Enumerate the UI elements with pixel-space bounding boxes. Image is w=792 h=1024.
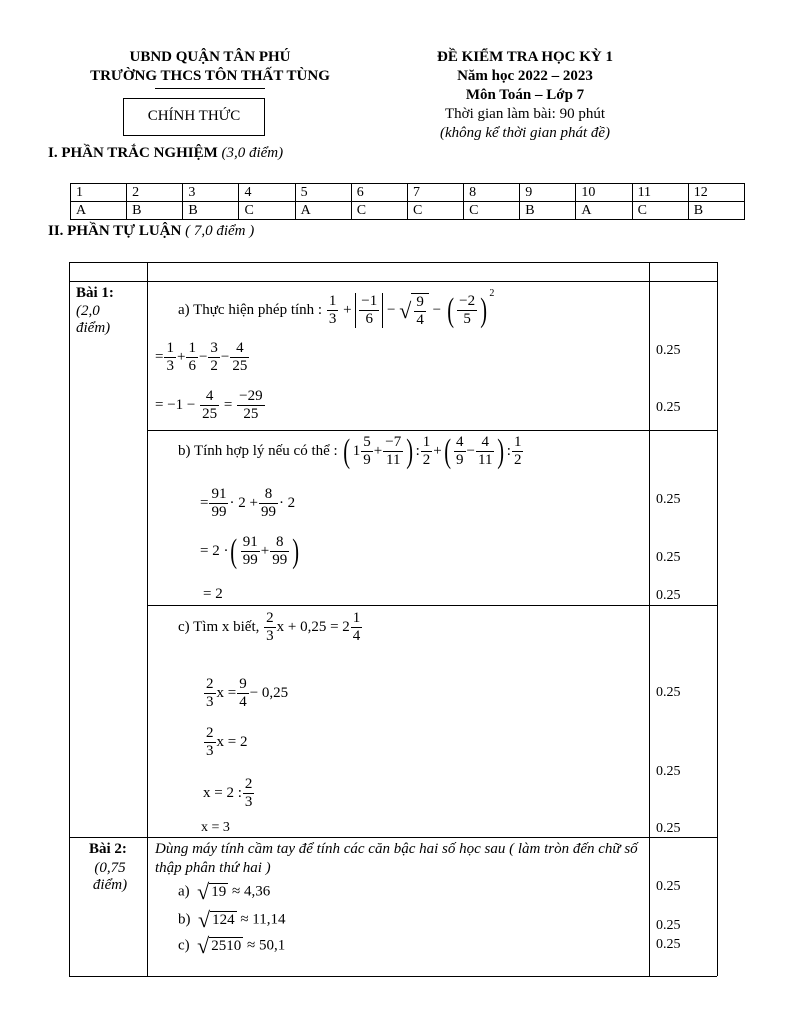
- section2-heading: [48, 223, 254, 240]
- bai1a-problem: a) Thực hiện phép tính : $\frac{1}{3}$ + $\frac{-1}{6}$ − √ $\frac{9}{4}$ − ( $\frac{-2}{5}$ ) $^2$: [178, 288, 495, 329]
- bai2a-label: a): [178, 883, 190, 900]
- answer-number: 5: [295, 184, 351, 202]
- column-line-1: [147, 262, 148, 976]
- table-border-top: [69, 262, 717, 263]
- score: 0.25: [656, 879, 681, 894]
- bai1-points: (2,0 điểm): [76, 303, 111, 336]
- answer-number: 7: [407, 184, 463, 202]
- answer-number: 8: [464, 184, 520, 202]
- exam-duration-note: (không kể thời gian phát đề): [439, 125, 611, 141]
- bai2-label: Bài 2:: [89, 841, 127, 857]
- bai1-label: Bài 1:: [76, 285, 114, 301]
- answer-letter: C: [407, 202, 463, 220]
- exam-title: ĐỀ KIỂM TRA HỌC KỲ 1: [437, 49, 613, 65]
- bai1b-result: = 2: [203, 586, 223, 602]
- bai1c-problem: c) Tìm x biết, $\frac{2}{3}$ x + 0,25 = 2 $\frac{1}{4}$: [178, 610, 361, 644]
- answer-letter: A: [71, 202, 127, 220]
- bai1a-step1: = $\frac{1}{3}$ + $\frac{1}{6}$ − $\frac{3}{2}$ − $\frac{4}{25}$: [155, 340, 248, 374]
- row-line-1b: [147, 430, 717, 431]
- score: 0.25: [656, 492, 681, 507]
- exam-duration: Thời gian làm bài: 90 phút: [445, 106, 605, 122]
- bai2a-radicand: 19: [211, 884, 227, 900]
- table-header-row-line: [69, 281, 717, 282]
- school-name: TRƯỜNG THCS TÔN THẤT TÙNG: [90, 68, 330, 84]
- section1-points: (3,0 điểm): [221, 145, 284, 161]
- bai1b-step1: = $\frac{91}{99}$ · 2 + $\frac{8}{99}$ · 2: [200, 486, 296, 520]
- bai1b-prompt: b) Tính hợp lý nếu có thể :: [178, 443, 342, 459]
- bai2c-radicand: 2510: [211, 938, 242, 954]
- bai2b: [178, 907, 286, 933]
- bai2c: [178, 933, 285, 959]
- answer-letter: A: [295, 202, 351, 220]
- bai1c-step2: $\frac{2}{3}$ x = 2: [206, 725, 248, 759]
- answer-table: [70, 183, 745, 220]
- section2-points: ( 7,0 điểm ): [185, 223, 255, 239]
- score: 0.25: [656, 588, 681, 603]
- score: 0.25: [656, 343, 681, 358]
- answer-letter: B: [183, 202, 239, 220]
- bai2b-radicand: 124: [212, 912, 235, 928]
- bai2-prompt: Dùng máy tính cầm tay để tính các căn bậc hai số học sau ( làm tròn đến chữ số thập phân thứ hai ): [155, 841, 638, 876]
- answer-letter: B: [127, 202, 183, 220]
- answer-letters-row: [71, 202, 745, 220]
- school-year: Năm học 2022 – 2023: [457, 68, 593, 84]
- answer-number: 1: [71, 184, 127, 202]
- bai1c-prompt: c) Tìm x biết,: [178, 619, 264, 635]
- column-line-2: [649, 262, 650, 976]
- answer-letter: C: [464, 202, 520, 220]
- answer-number: 2: [127, 184, 183, 202]
- bai2c-value: ≈ 50,1: [246, 937, 286, 954]
- table-border-bottom: [69, 976, 717, 977]
- bai1b-problem: b) Tính hợp lý nếu có thể : ( 1 $\frac{5}{9}$ + $\frac{-7}{11}$ ) : $\frac{1}{2}$ +( $\frac{4}{9}$ − $\frac{4}{11}$ ) : $\frac{1}{2}$: [178, 432, 522, 470]
- answer-letter: A: [576, 202, 632, 220]
- bai2a: [178, 879, 270, 905]
- answer-number: 4: [239, 184, 295, 202]
- square-root: √ 2510: [197, 933, 242, 958]
- answer-letter: C: [239, 202, 295, 220]
- answer-letter: C: [632, 202, 688, 220]
- table-border-left: [69, 262, 70, 976]
- table-border-right: [717, 262, 718, 976]
- answer-number: 12: [688, 184, 744, 202]
- section1-title: I. PHẦN TRẮC NGHIỆM: [48, 145, 222, 161]
- score: 0.25: [656, 937, 681, 952]
- score: 0.25: [656, 550, 681, 565]
- district-name: UBND QUẬN TÂN PHÚ: [129, 49, 291, 65]
- answer-number: 10: [576, 184, 632, 202]
- answer-number: 11: [632, 184, 688, 202]
- score: 0.25: [656, 764, 681, 779]
- answer-letter: B: [688, 202, 744, 220]
- square-root: √ 19: [197, 879, 227, 904]
- subject: Môn Toán – Lớp 7: [465, 87, 585, 103]
- answer-number: 3: [183, 184, 239, 202]
- bai2b-label: b): [178, 911, 191, 928]
- section1-heading: [48, 145, 283, 162]
- bai2a-value: ≈ 4,36: [231, 883, 271, 900]
- bai2c-label: c): [178, 937, 190, 954]
- bai1c-result: x = 3: [201, 820, 230, 835]
- absolute-value: $\frac{-1}{6}$: [355, 293, 383, 328]
- answer-number: 6: [351, 184, 407, 202]
- answer-letter: C: [351, 202, 407, 220]
- square-root: √ 124: [198, 907, 235, 932]
- answer-letter: B: [520, 202, 576, 220]
- row-line-1c: [147, 605, 717, 606]
- score: 0.25: [656, 400, 681, 415]
- fraction: $\frac{1}{3}$: [328, 293, 337, 328]
- bai2b-value: ≈ 11,14: [240, 911, 286, 928]
- bai1c-step3: x = 2 : $\frac{2}{3}$: [203, 776, 253, 810]
- bai1c-step1: $\frac{2}{3}$ x = $\frac{9}{4}$ − 0,25: [206, 676, 289, 710]
- row-line-bai2: [69, 837, 717, 838]
- answer-number: 9: [520, 184, 576, 202]
- official-stamp: CHÍNH THỨC: [123, 98, 265, 136]
- bai1a-step2: = −1 − $\frac{4}{25}$ = $\frac{-29}{25}$: [155, 388, 263, 422]
- bai1b-step2: = 2 ·( $\frac{91}{99}$ + $\frac{8}{99}$ ): [200, 532, 300, 570]
- square-root: √ $\frac{9}{4}$: [399, 293, 429, 329]
- bai1a-prompt: a) Thực hiện phép tính :: [178, 302, 326, 319]
- section2-title: II. PHẦN TỰ LUẬN: [48, 223, 186, 239]
- score: 0.25: [656, 918, 681, 933]
- score: 0.25: [656, 821, 681, 836]
- answer-numbers-row: [71, 184, 745, 202]
- score: 0.25: [656, 685, 681, 700]
- bai2-points: (0,75 điểm): [92, 860, 128, 893]
